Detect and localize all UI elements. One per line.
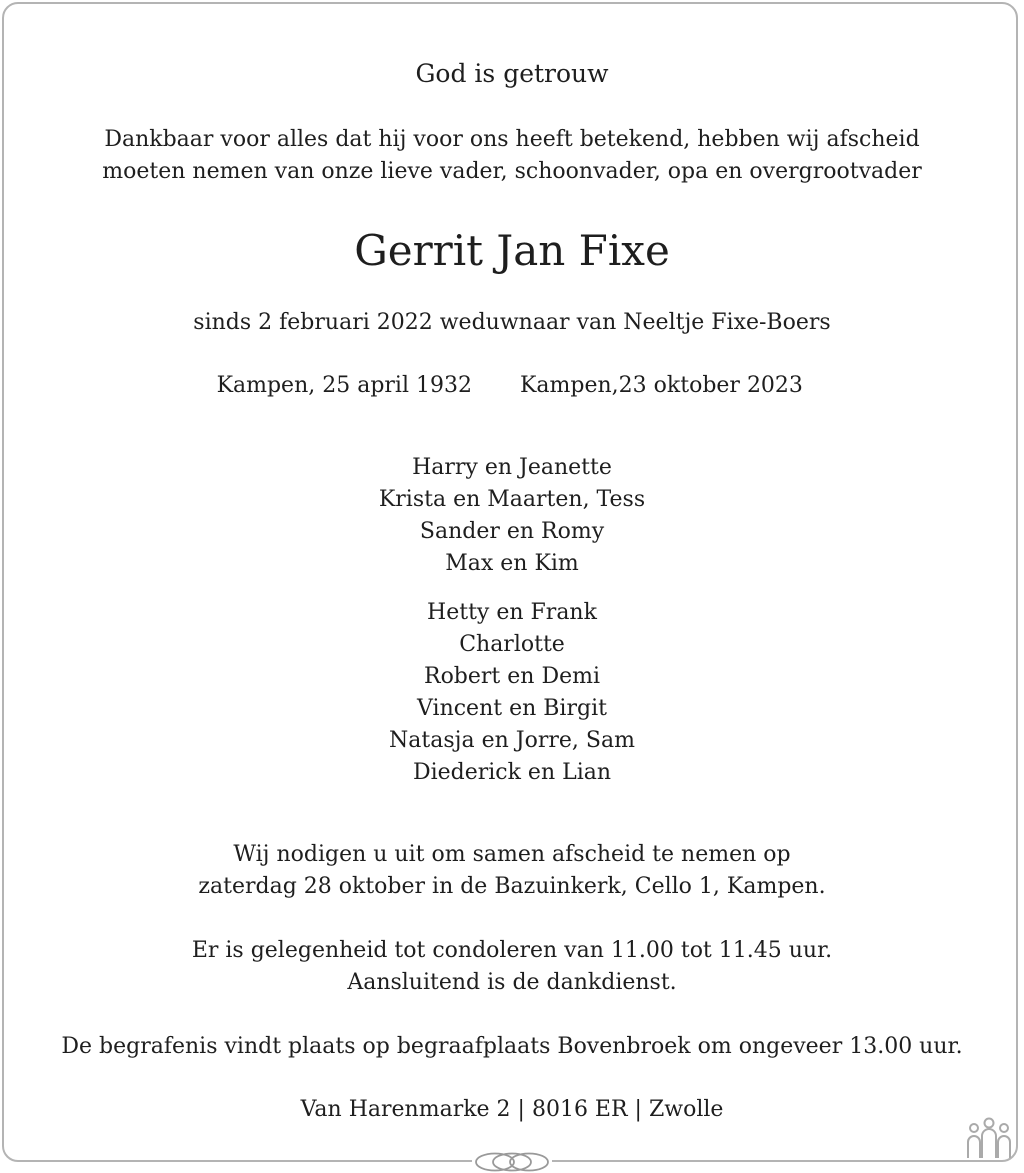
family-member: Vincent en Birgit xyxy=(417,696,607,721)
intro-line-1: Dankbaar voor alles dat hij voor ons heeft betekend, hebben wij afscheid xyxy=(104,127,920,152)
family-member: Charlotte xyxy=(459,632,565,657)
death-date: Kampen,23 oktober 2023 xyxy=(520,373,803,398)
notice-heading: God is getrouw xyxy=(415,59,609,88)
widower-line: sinds 2 februari 2022 weduwnaar van Neeltje Fixe-Boers xyxy=(193,310,831,335)
family-member: Harry en Jeanette xyxy=(412,455,612,480)
family-member: Max en Kim xyxy=(445,551,579,576)
deceased-name: Gerrit Jan Fixe xyxy=(354,226,670,275)
address-line: Van Harenmarke 2 | 8016 ER | Zwolle xyxy=(300,1097,724,1122)
condolence-line-2: Aansluitend is de dankdienst. xyxy=(347,970,677,995)
family-member: Robert en Demi xyxy=(424,664,600,689)
family-member: Natasja en Jorre, Sam xyxy=(389,728,635,753)
invitation-line-2: zaterdag 28 oktober in de Bazuinkerk, Cello 1, Kampen. xyxy=(198,874,826,899)
burial-line: De begrafenis vindt plaats op begraafplaats Bovenbroek om ongeveer 13.00 uur. xyxy=(61,1034,963,1059)
invitation-line-1: Wij nodigen u uit om samen afscheid te nemen op xyxy=(233,842,791,867)
family-member: Sander en Romy xyxy=(419,519,605,544)
people-group-icon xyxy=(966,1116,1012,1162)
birth-date: Kampen, 25 april 1932 xyxy=(216,373,472,398)
intro-line-2: moeten nemen van onze lieve vader, schoonvader, opa en overgrootvader xyxy=(102,159,922,184)
condolence-line-1: Er is gelegenheid tot condoleren van 11.00 tot 11.45 uur. xyxy=(191,938,833,963)
interlocking-rings-icon xyxy=(472,1151,552,1173)
family-member: Diederick en Lian xyxy=(412,760,612,785)
family-member: Hetty en Frank xyxy=(427,600,597,625)
family-member: Krista en Maarten, Tess xyxy=(378,487,646,512)
